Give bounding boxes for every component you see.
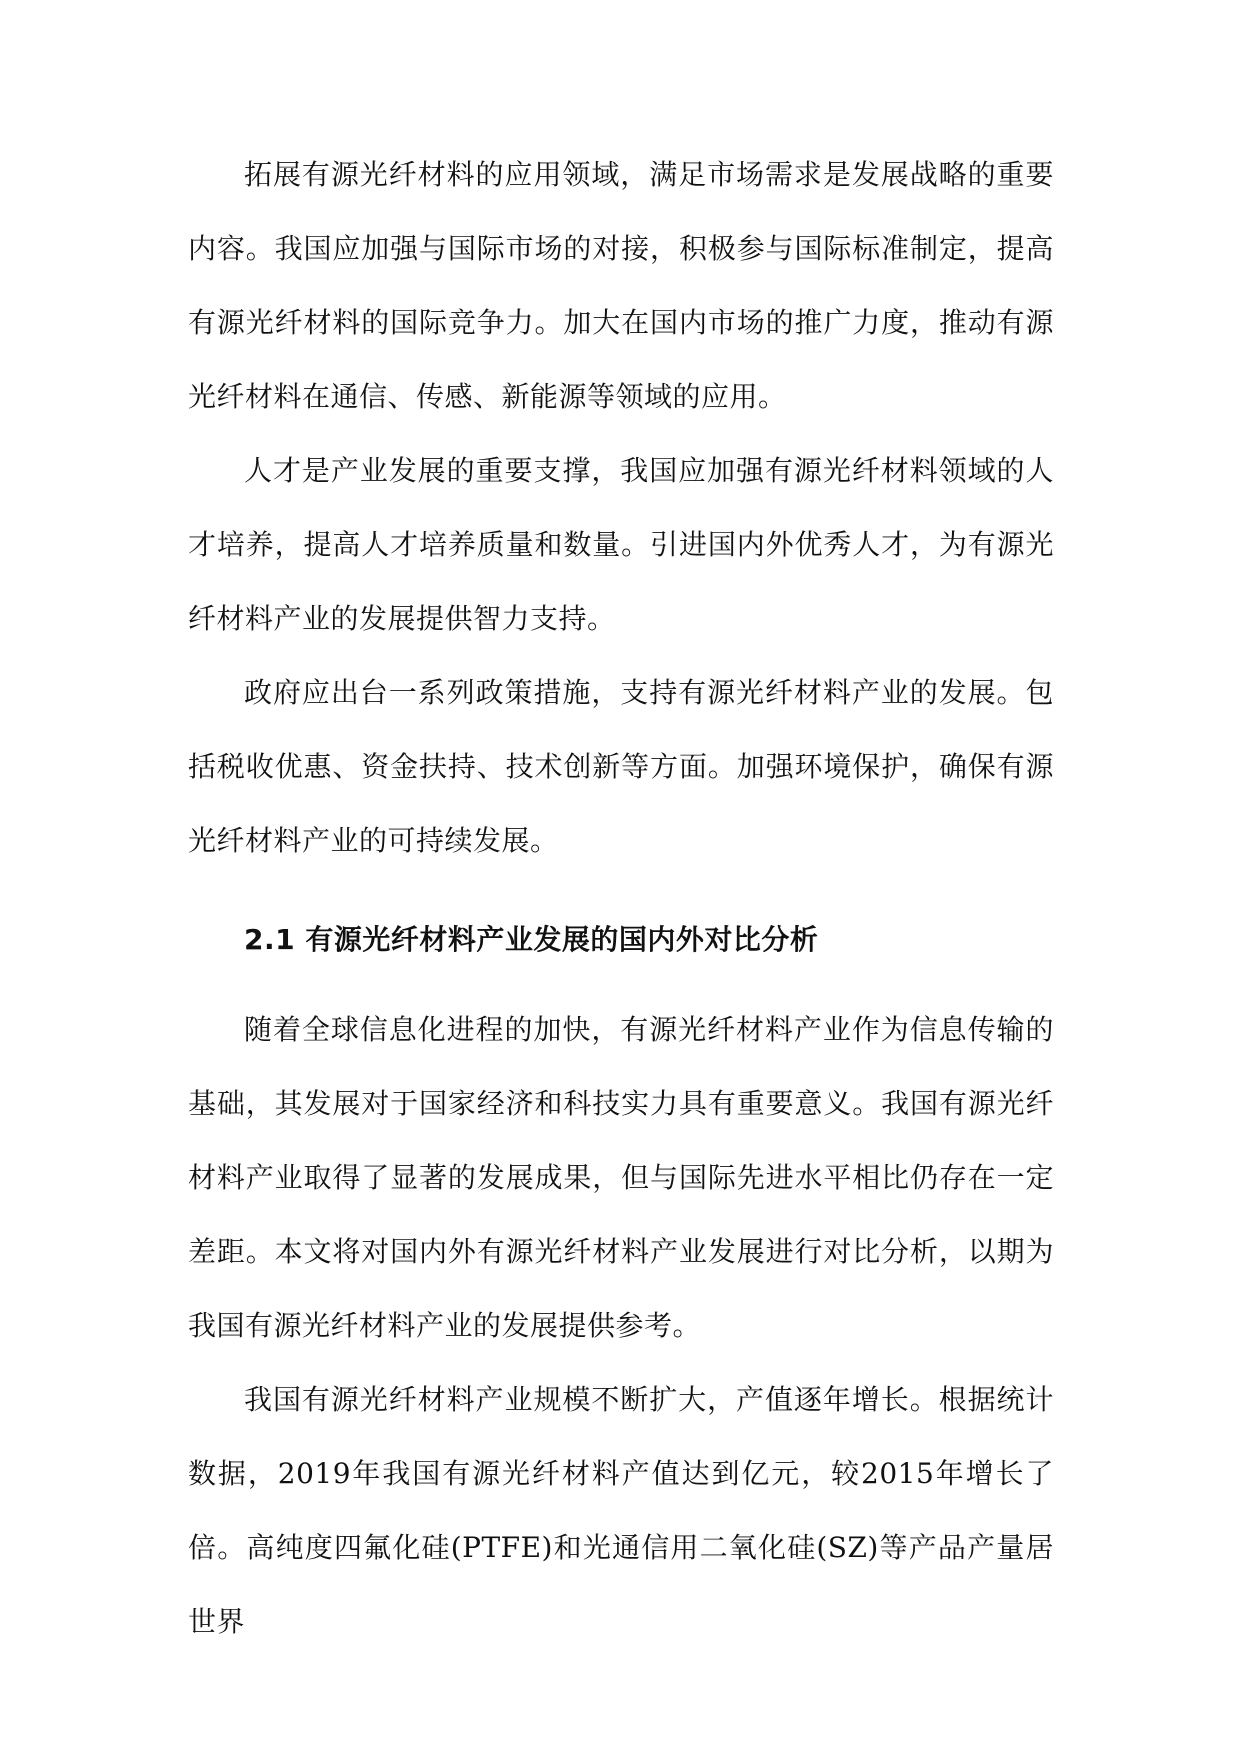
paragraph-policy: 政府应出台一系列政策措施，支持有源光纤材料产业的发展。包括税收优惠、资金扶持、技术创新等方面。加强环境保护，确保有源光纤材料产业的可持续发展。 bbox=[188, 676, 1054, 857]
section-heading: 2.1 有源光纤材料产业发展的国内外对比分析 bbox=[244, 923, 819, 956]
paragraph-application-fields: 拓展有源光纤材料的应用领域，满足市场需求是发展战略的重要内容。我国应加强与国际市场的对接，积极参与国际标准制定，提高有源光纤材料的国际竞争力。加大在国内市场的推广力度，推动有源光纤材料在通信、传感、新能源等领域的应用。 bbox=[188, 158, 1054, 413]
paragraph-domestic-status: 我国有源光纤材料产业规模不断扩大，产值逐年增长。根据统计数据，2019年我国有源光纤材料产值达到亿元，较2015年增长了倍。高纯度四氟化硅(PTFE)和光通信用二氧化硅(SZ)等产品产量居世界 bbox=[188, 1383, 1054, 1638]
paragraph-talent: 人才是产业发展的重要支撑，我国应加强有源光纤材料领域的人才培养，提高人才培养质量和数量。引进国内外优秀人才，为有源光纤材料产业的发展提供智力支持。 bbox=[188, 454, 1054, 635]
paragraph-background: 随着全球信息化进程的加快，有源光纤材料产业作为信息传输的基础，其发展对于国家经济和科技实力具有重要意义。我国有源光纤材料产业取得了显著的发展成果，但与国际先进水平相比仍存在一定差距。本文将对国内外有源光纤材料产业发展进行对比分析，以期为我国有源光纤材料产业的发展提供参考。 bbox=[188, 1013, 1054, 1342]
